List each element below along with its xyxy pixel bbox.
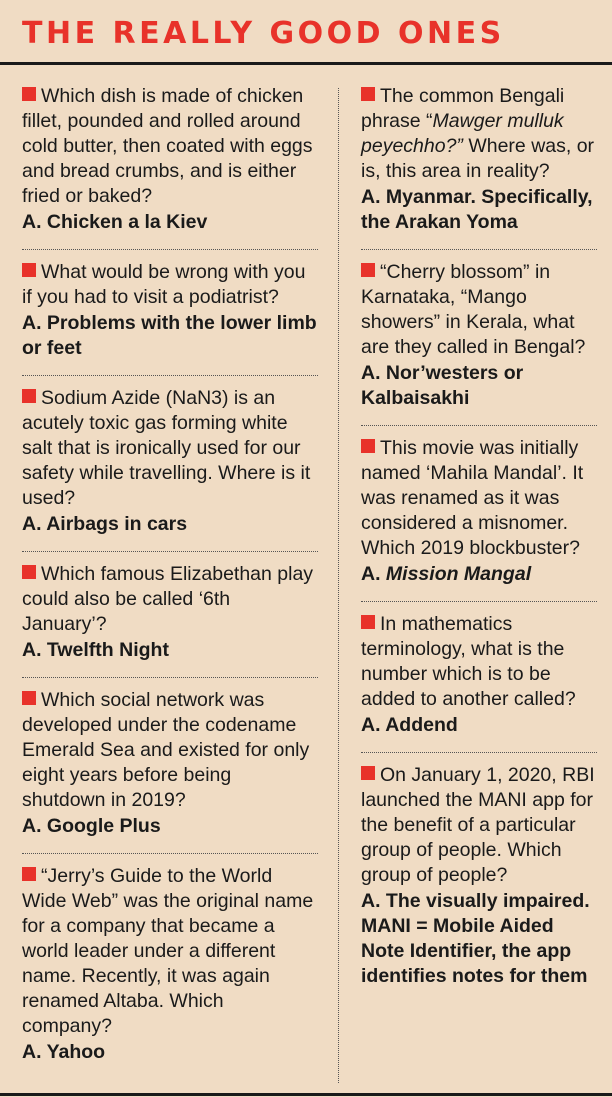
qa-item	[361, 752, 597, 1003]
answer: A. Yahoo	[22, 1041, 106, 1063]
bullet-icon	[22, 263, 36, 277]
question: Which famous Elizabethan play could also be called ‘6th January’?	[22, 563, 314, 635]
bullet-icon	[361, 615, 375, 629]
qa-item	[22, 375, 318, 551]
qa-item	[22, 551, 318, 677]
column-divider	[338, 88, 339, 1083]
qa-item	[361, 425, 597, 601]
question: Which social network was developed under the codename Emerald Sea and existed for only eight years before being shutdown in 2019?	[22, 689, 310, 811]
qa-item	[361, 84, 597, 249]
bullet-icon	[22, 565, 36, 579]
question: In mathematics terminology, what is the number which is to be added to another called?	[361, 613, 576, 710]
page-title: THE REALLY GOOD ONES	[22, 16, 505, 51]
left-column	[22, 84, 318, 1079]
bullet-icon	[22, 691, 36, 705]
right-column	[361, 84, 597, 1003]
answer: A. Nor’westers or Kalbaisakhi	[361, 362, 524, 409]
bullet-icon	[22, 867, 36, 881]
question: Which dish is made of chicken fillet, pounded and rolled around cold butter, then coated with eggs and bread crumbs, and is either fried or baked?	[22, 85, 313, 207]
question: On January 1, 2020, RBI launched the MANI app for the benefit of a particular group of people. Which group of people?	[361, 764, 595, 886]
qa-item	[22, 249, 318, 375]
question: “Jerry’s Guide to the World Wide Web” was the original name for a company that became a world leader under a different name. Recently, it was again renamed Altaba. Which company?	[22, 865, 314, 1037]
bullet-icon	[22, 87, 36, 101]
answer: A. Addend	[361, 714, 458, 736]
question: This movie was initially named ‘Mahila Mandal’. It was renamed as it was considered a misnomer. Which 2019 blockbuster?	[361, 437, 584, 559]
qa-item	[22, 853, 318, 1079]
bullet-icon	[361, 766, 375, 780]
qa-item	[22, 677, 318, 853]
answer: A. Mission Mangal	[361, 563, 532, 585]
question: What would be wrong with you if you had to visit a podiatrist?	[22, 261, 306, 308]
bullet-icon	[22, 389, 36, 403]
answer: A. Chicken a la Kiev	[22, 211, 208, 233]
answer: A. Myanmar. Specifically, the Arakan Yoma	[361, 186, 593, 233]
bottom-rule	[0, 1093, 612, 1096]
answer: A. Problems with the lower limb or feet	[22, 312, 317, 359]
qa-item	[361, 601, 597, 752]
bullet-icon	[361, 439, 375, 453]
top-rule	[0, 62, 612, 65]
question: The common Bengali phrase “Mawger mulluk peyechho?” Where was, or is, this area in reality?	[361, 85, 595, 182]
bullet-icon	[361, 263, 375, 277]
answer: A. Airbags in cars	[22, 513, 188, 535]
answer: A. Google Plus	[22, 815, 161, 837]
bullet-icon	[361, 87, 375, 101]
answer: A. The visually impaired. MANI = Mobile Aided Note Identifier, the app identifies notes for them	[361, 890, 590, 987]
qa-item	[22, 84, 318, 249]
question: “Cherry blossom” in Karnataka, “Mango showers” in Kerala, what are they called in Bengal?	[361, 261, 586, 358]
answer: A. Twelfth Night	[22, 639, 169, 661]
qa-item	[361, 249, 597, 425]
question: Sodium Azide (NaN3) is an acutely toxic gas forming white salt that is ironically used for our safety while travelling. Where is it used?	[22, 387, 311, 509]
